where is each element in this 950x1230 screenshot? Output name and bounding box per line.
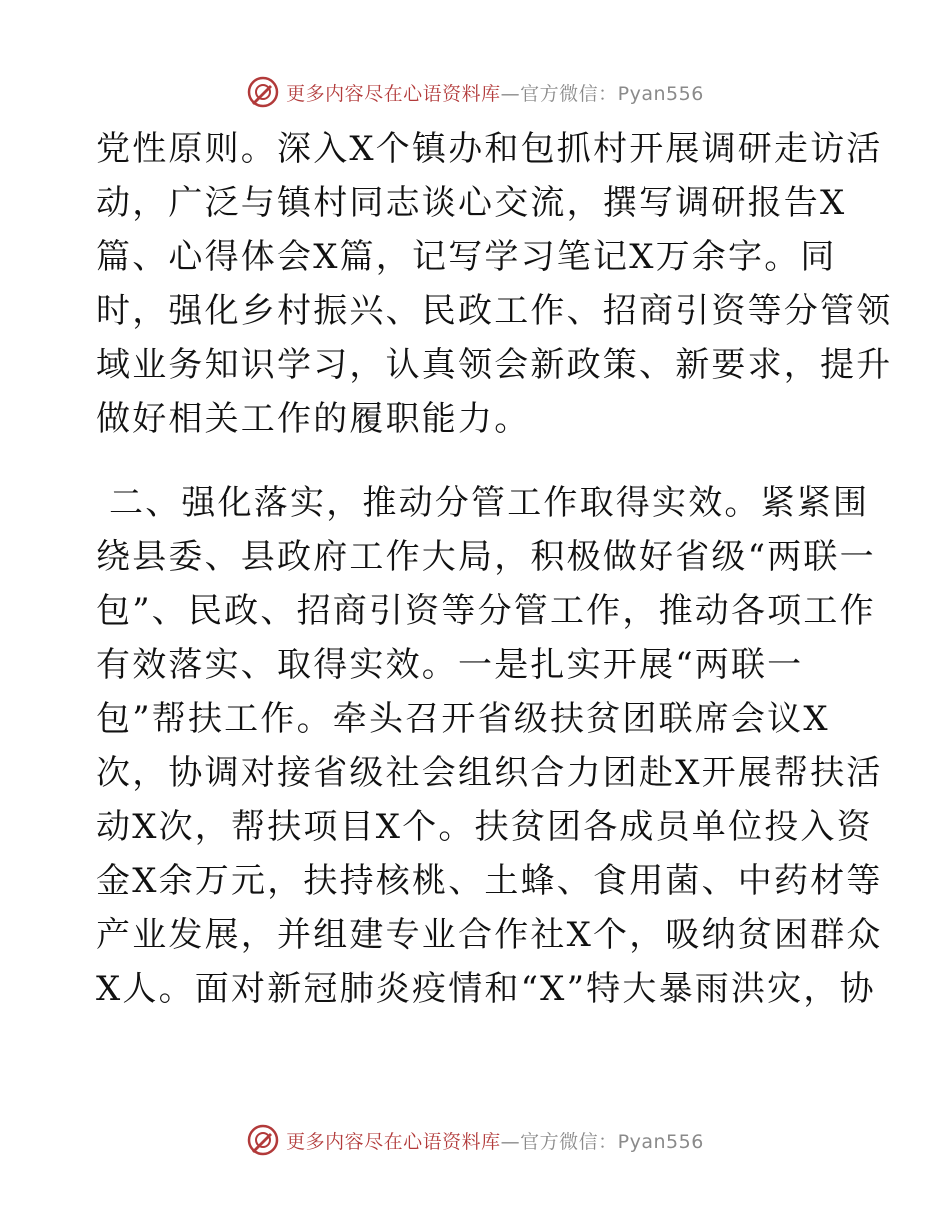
text-line: 次，协调对接省级社会组织合力团赴X开展帮扶活 — [96, 753, 883, 793]
document-body — [96, 122, 893, 1016]
logo-icon — [246, 1123, 280, 1157]
text-line: 党性原则。深入X个镇办和包抓村开展调研走访活 — [96, 129, 883, 169]
text-line: 包”帮扶工作。牵头召开省级扶贫团联席会议X — [96, 699, 830, 739]
text-line: 包”、民政、招商引资等分管工作，推动各项工作 — [96, 591, 876, 631]
watermark-brand: 更多内容尽在心语资料库 — [286, 1130, 501, 1153]
watermark-wechat: 官方微信：Pyan556 — [520, 82, 704, 105]
text-line: 二、强化落实，推动分管工作取得实效。紧紧围 — [96, 483, 870, 523]
text-line: 动，广泛与镇村同志谈心交流，撰写调研报告X — [96, 183, 847, 223]
text-line: 有效落实、取得实效。一是扎实开展“两联一 — [96, 645, 804, 685]
text-line: X人。面对新冠肺炎疫情和“X”特大暴雨洪灾，协 — [96, 969, 876, 1009]
watermark-separator: — — [500, 82, 521, 105]
paragraph — [96, 476, 883, 1016]
text-line: 产业发展，并组建专业合作社X个，吸纳贫困群众 — [96, 915, 883, 955]
text-line: 绕县委、县政府工作大局，积极做好省级“两联一 — [96, 537, 876, 577]
watermark-footer — [0, 1120, 950, 1160]
text-line: 动X次，帮扶项目X个。扶贫团各成员单位投入资 — [96, 807, 873, 847]
text-line: 做好相关工作的履职能力。 — [96, 399, 531, 439]
text-line: 时，强化乡村振兴、民政工作、招商引资等分管领 — [96, 291, 893, 331]
paragraph — [96, 122, 893, 446]
text-line: 金X余万元，扶持核桃、土蜂、食用菌、中药材等 — [96, 861, 883, 901]
text-line: 篇、心得体会X篇，记写学习笔记X万余字。同 — [96, 237, 837, 277]
watermark-header — [0, 72, 950, 112]
watermark-separator: — — [500, 1130, 521, 1153]
watermark-wechat: 官方微信：Pyan556 — [520, 1130, 704, 1153]
watermark-text — [286, 1127, 704, 1154]
text-line: 域业务知识学习，认真领会新政策、新要求，提升 — [96, 345, 893, 385]
watermark-text — [286, 79, 704, 106]
logo-icon — [246, 75, 280, 109]
watermark-brand: 更多内容尽在心语资料库 — [286, 82, 501, 105]
